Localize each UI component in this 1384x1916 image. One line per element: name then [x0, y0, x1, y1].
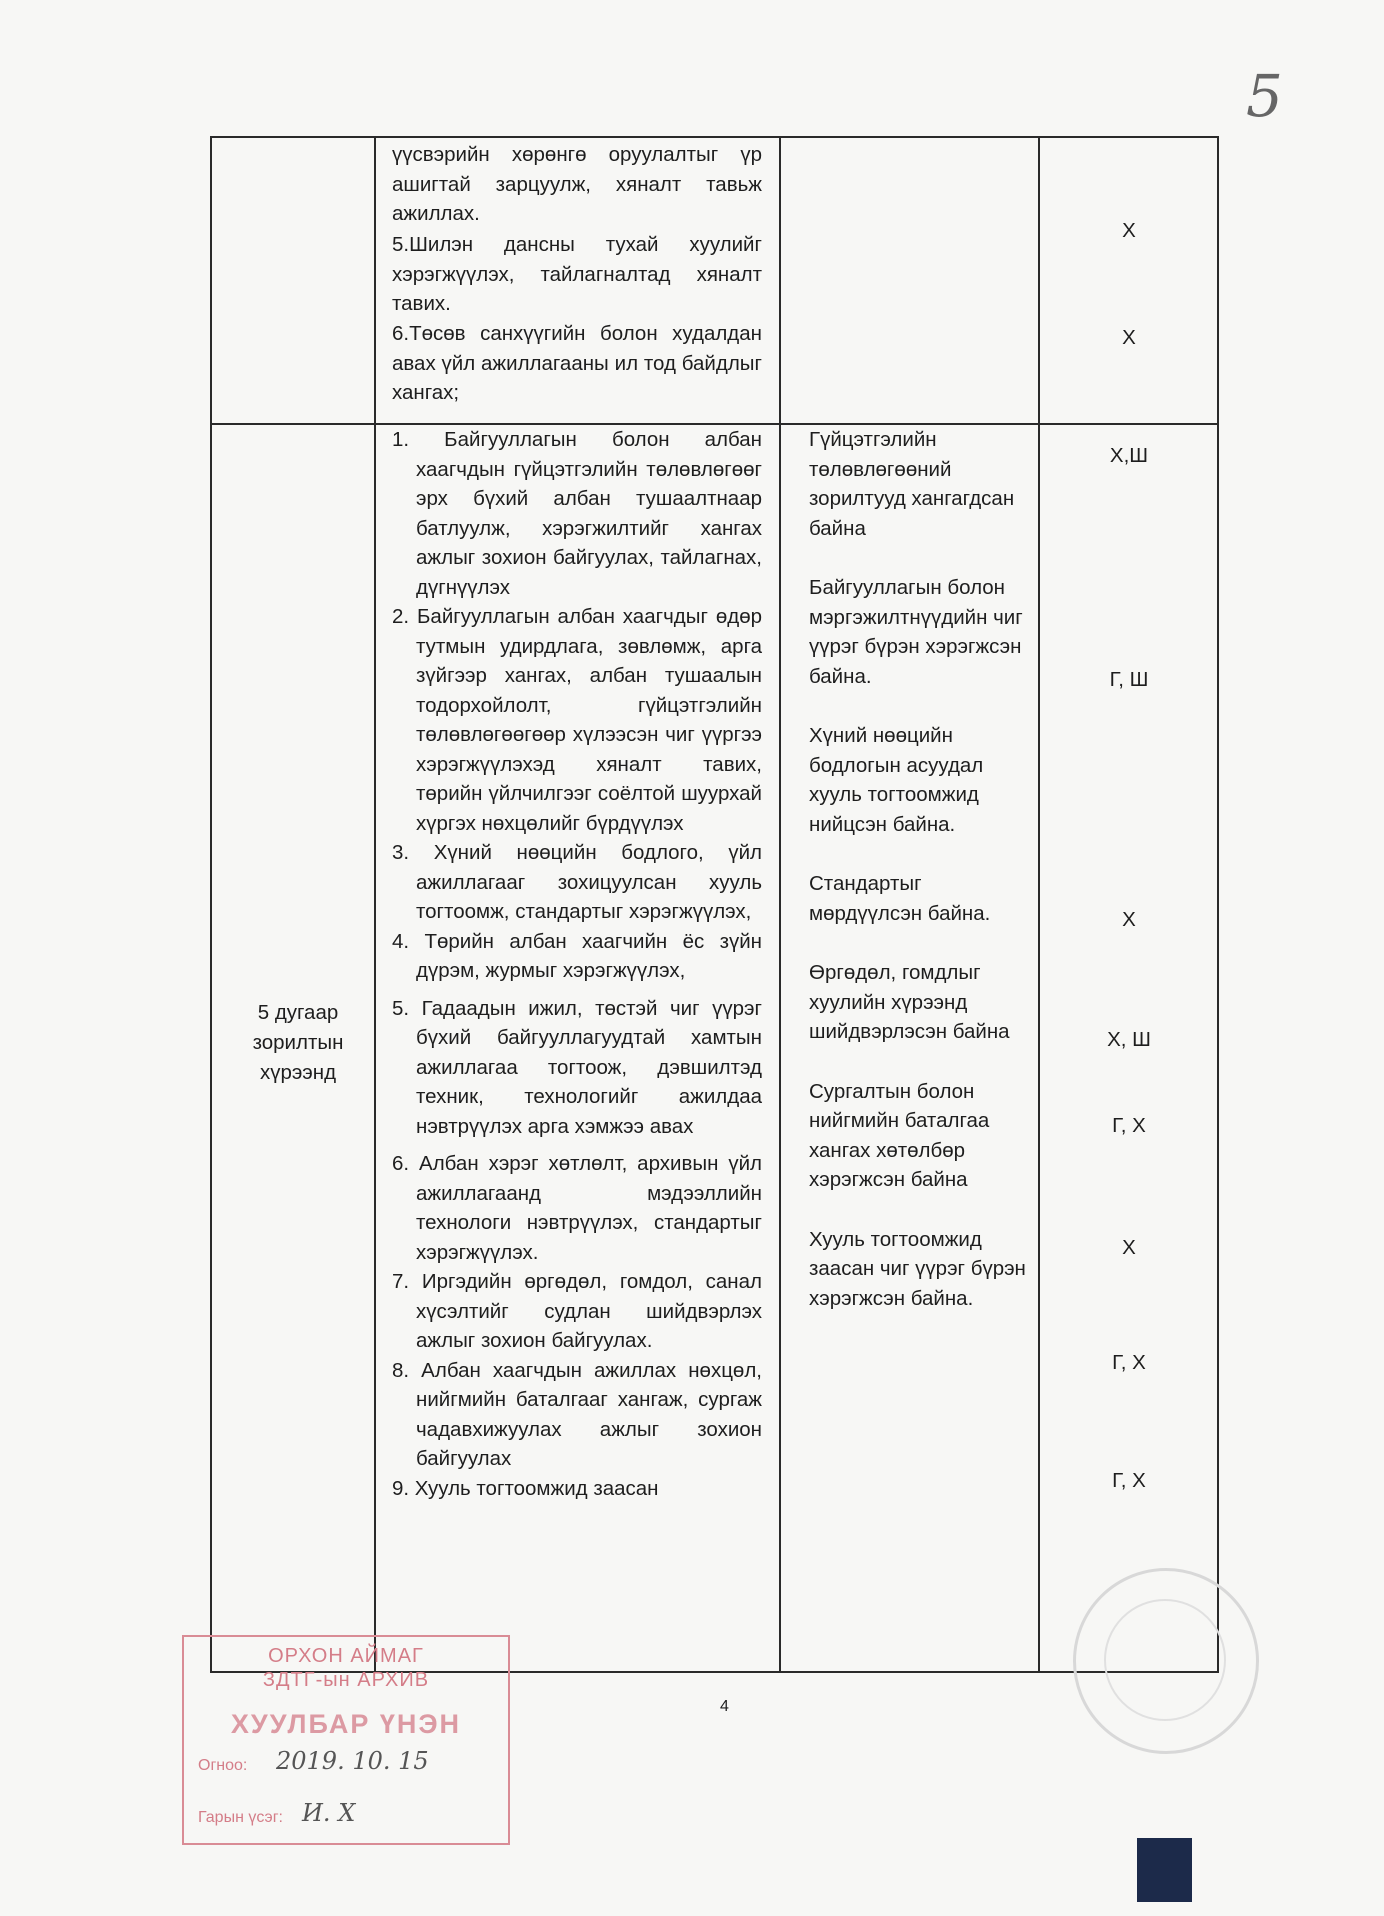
code-label: Г, Ш — [1109, 668, 1149, 691]
official-seal — [1073, 1568, 1259, 1754]
goal-line: хүрээнд — [259, 1061, 337, 1084]
code-label: Х,Ш — [1109, 444, 1149, 467]
goal-line: 5 дугаар — [257, 1001, 339, 1024]
handwritten-page-number: 5 — [1246, 62, 1283, 130]
task-item: 9. Хууль тогтоомжид заасан — [392, 1476, 659, 1500]
result-item: Гүйцэтгэлийн төлөвлөгөөний зорилтууд хангагдсан байна — [809, 428, 1015, 540]
result-item: Хууль тогтоомжид заасан чиг үүрэг бүрэн хэрэгжсэн байна. — [809, 1227, 1026, 1310]
code-label: Х — [1122, 908, 1136, 931]
code-label: Г, Х — [1112, 1351, 1146, 1374]
task-continuation: үүсвэрийн хөрөнгө оруулалтыг үр ашигтай зарцуулж, хяналт тавьж ажиллах. — [392, 143, 762, 225]
task-list — [392, 425, 762, 1503]
result-item: Өргөдөл, гомдлыг хуулийн хүрээнд шийдвэрлэсэн байна — [809, 961, 1010, 1043]
result-list — [809, 425, 1034, 1343]
task-item: 6.Төсөв санхүүгийн болон худалдан авах үйл ажиллагааны ил тод байдлыг хангах; — [392, 322, 762, 404]
task-item: 7. Иргэдийн өргөдөл, гомдол, санал хүсэлтийг судлан шийдвэрлэх ажлыг зохион байгуулах. — [392, 1270, 762, 1352]
task-item: 8. Албан хаагчдын ажиллах нөхцөл, нийгмийн баталгааг хангаж, сургаж чадавхижуулах ажлыг зохион байгуулах — [392, 1358, 762, 1470]
table-row — [212, 138, 1217, 425]
task-item: 6. Албан хэрэг хөтлөлт, архивын үйл ажиллагаанд мэдээллийн технологи нэвтрүүлэх, стандартыг хэрэгжүүлэх. — [392, 1152, 762, 1264]
stamp-signature-label: Гарын үсэг: — [198, 1809, 283, 1826]
page-number: 4 — [720, 1698, 729, 1715]
archive-copy-stamp — [182, 1635, 510, 1845]
code-label: Х — [1122, 1236, 1136, 1259]
goal-line: зорилтын — [252, 1031, 344, 1054]
code-label: Х — [1122, 326, 1136, 349]
task-item: 1. Байгууллагын болон албан хаагчдын гүйцэтгэлийн төлөвлөгөөг эрх бүхий албан тушаалтнаар батлуулж, хэрэгжилтийг хангах ажлыг зохион байгуулах, тайлагнах, дүгнүүлэх — [392, 428, 762, 599]
archive-logo-icon — [1137, 1838, 1192, 1902]
code-label: Х, Ш — [1107, 1028, 1151, 1051]
signature-mark: И. Х — [302, 1799, 356, 1827]
stamp-title: ХУУЛБАР ҮНЭН — [230, 1709, 462, 1739]
stamp-date-value: 2019. 10. 15 — [276, 1747, 429, 1775]
task-item: 3. Хүний нөөцийн бодлого, үйл ажиллагааг зохицуулсан хууль тогтоомж, стандартыг хэрэгжүүлэх, — [392, 841, 762, 923]
stamp-line: ОРХОН АЙМАГ — [268, 1645, 424, 1667]
result-item: Сургалтын болон нийгмийн баталгаа хангах хөтөлбөр хэрэгжсэн байна — [809, 1079, 990, 1191]
code-label: Г, Х — [1112, 1469, 1146, 1492]
code-label: Х — [1122, 219, 1136, 242]
task-item: 2. Байгууллагын албан хаагчдыг өдөр тутмын удирдлага, зөвлөмж, арга зүйгээр хангах, албан тушаалын тодорхойлолт, гүйцэтгэлийн төлөвлөгөөгөөр хүлээсэн чиг үүргээ хэрэгжүүлэхэд хяналт тавих, төрийн үйлчилгээг соёлтой шуурхай хүргэх нөхцөлийг бүрдүүлэх — [392, 605, 762, 835]
code-label: Г, Х — [1112, 1114, 1146, 1137]
task-item: 4. Төрийн албан хаагчийн ёс зүйн дүрэм, журмыг хэрэгжүүлэх, — [392, 929, 762, 982]
stamp-date-label: Огноо: — [198, 1757, 248, 1774]
goal-label — [212, 998, 384, 1088]
stamp-line: ЗДТГ-ын АРХИВ — [262, 1669, 430, 1691]
result-item: Хүний нөөцийн бодлогын асуудал хууль тогтоомжид нийцсэн байна. — [809, 724, 984, 836]
result-item: Стандартыг мөрдүүлсэн байна. — [809, 872, 991, 925]
result-item: Байгууллагын болон мэргэжилтнүүдийн чиг үүрэг бүрэн хэрэгжсэн байна. — [809, 576, 1023, 688]
seal-inner — [1104, 1599, 1226, 1721]
task-item: 5. Гадаадын ижил, төстэй чиг үүрэг бүхий байгууллагуудтай хамтын ажиллагаа тогтоож, дэвшилтэд техник, технологийг ажилдаа нэвтрүүлэх арга хэмжээ авах — [392, 996, 762, 1138]
task-item: 5.Шилэн дансны тухай хуулийг хэрэгжүүлэх, тайлагналтад хяналт тавих. — [392, 233, 762, 315]
plan-table — [210, 136, 1219, 1673]
